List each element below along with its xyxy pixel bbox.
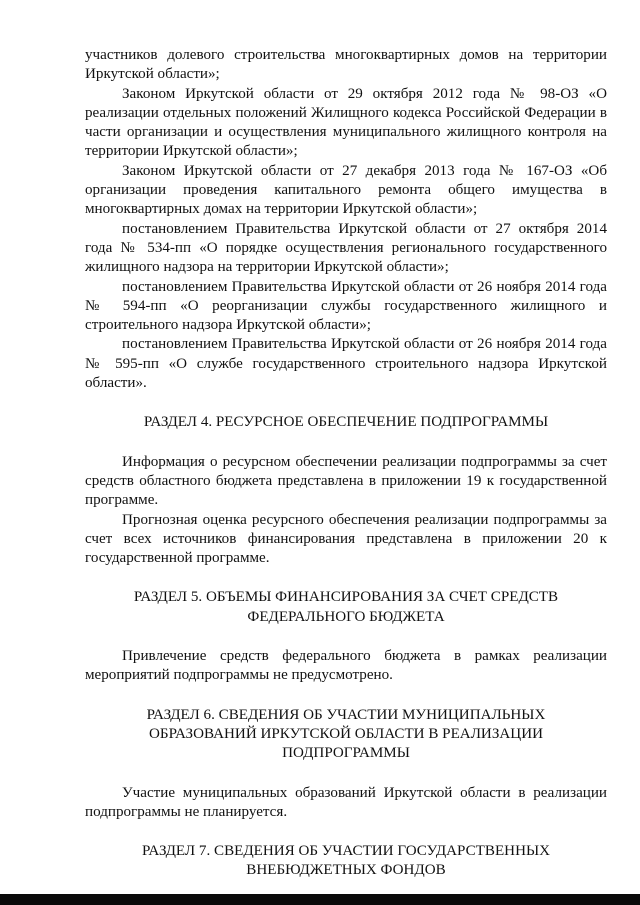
paragraph-law-167-oz: Законом Иркутской области от 27 декабря 2013 года № 167-ОЗ «Об организации проведения капитального ремонта общего имущества в многоквартирных домах на территории Иркутской области»; <box>85 162 607 218</box>
section-4-heading: РАЗДЕЛ 4. РЕСУРСНОЕ ОБЕСПЕЧЕНИЕ ПОДПРОГРАММЫ <box>143 414 549 431</box>
section-4-paragraph-2: Прогнозная оценка ресурсного обеспечения реализации подпрограммы за счет всех источников финансирования представлена в приложении 20 к государственной программе. <box>85 511 607 567</box>
section-5-heading-line-1: РАЗДЕЛ 5. ОБЪЕМЫ ФИНАНСИРОВАНИЯ ЗА СЧЕТ СРЕДСТВ <box>133 589 559 606</box>
section-7-heading-line-2: ВНЕБЮДЖЕТНЫХ ФОНДОВ <box>246 862 446 879</box>
section-5-heading <box>85 588 607 627</box>
section-5-heading-line-2: ФЕДЕРАЛЬНОГО БЮДЖЕТА <box>247 608 445 625</box>
paragraph-resolution-594-pp: постановлением Правительства Иркутской области от 26 ноября 2014 года № 594-пп «О реорганизации службы государственного жилищного и строительного надзора Иркутской области»; <box>85 278 607 334</box>
section-6-heading-line-1: РАЗДЕЛ 6. СВЕДЕНИЯ ОБ УЧАСТИИ МУНИЦИПАЛЬНЫХ <box>146 706 546 723</box>
paragraph-resolution-534-pp: постановлением Правительства Иркутской области от 27 октября 2014 года № 534-пп «О порядке осуществления регионального государственного жилищного надзора на территории Иркутской области»; <box>85 220 607 276</box>
section-6-paragraph-1: Участие муниципальных образований Иркутской области в реализации подпрограммы не планируется. <box>85 784 607 820</box>
paragraph-law-98-oz: Законом Иркутской области от 29 октября 2012 года № 98-ОЗ «О реализации отдельных положений Жилищного кодекса Российской Федерации в части организации и осуществления муниципального жилищного контроля на территории Иркутской области»; <box>85 85 607 160</box>
section-7-heading <box>85 842 607 881</box>
scan-bottom-edge <box>0 894 640 905</box>
paragraph-continuation: участников долевого строительства многоквартирных домов на территории Иркутской области»; <box>85 47 607 83</box>
section-6-heading <box>85 706 607 764</box>
section-6-heading-line-2: ОБРАЗОВАНИЙ ИРКУТСКОЙ ОБЛАСТИ В РЕАЛИЗАЦИИ <box>149 725 543 742</box>
paragraph-resolution-595-pp: постановлением Правительства Иркутской области от 26 ноября 2014 года № 595-пп «О службе государственного строительного надзора Иркутской области». <box>85 336 607 392</box>
section-7-heading-line-1: РАЗДЕЛ 7. СВЕДЕНИЯ ОБ УЧАСТИИ ГОСУДАРСТВЕННЫХ <box>141 843 551 860</box>
document-body <box>85 46 607 881</box>
section-5-paragraph-1: Привлечение средств федерального бюджета в рамках реализации мероприятий подпрограммы не предусмотрено. <box>85 648 607 684</box>
section-4-paragraph-1: Информация о ресурсном обеспечении реализации подпрограммы за счет средств областного бюджета представлена в приложении 19 к государственной программе. <box>85 453 607 509</box>
section-6-heading-line-3: ПОДПРОГРАММЫ <box>282 745 410 762</box>
